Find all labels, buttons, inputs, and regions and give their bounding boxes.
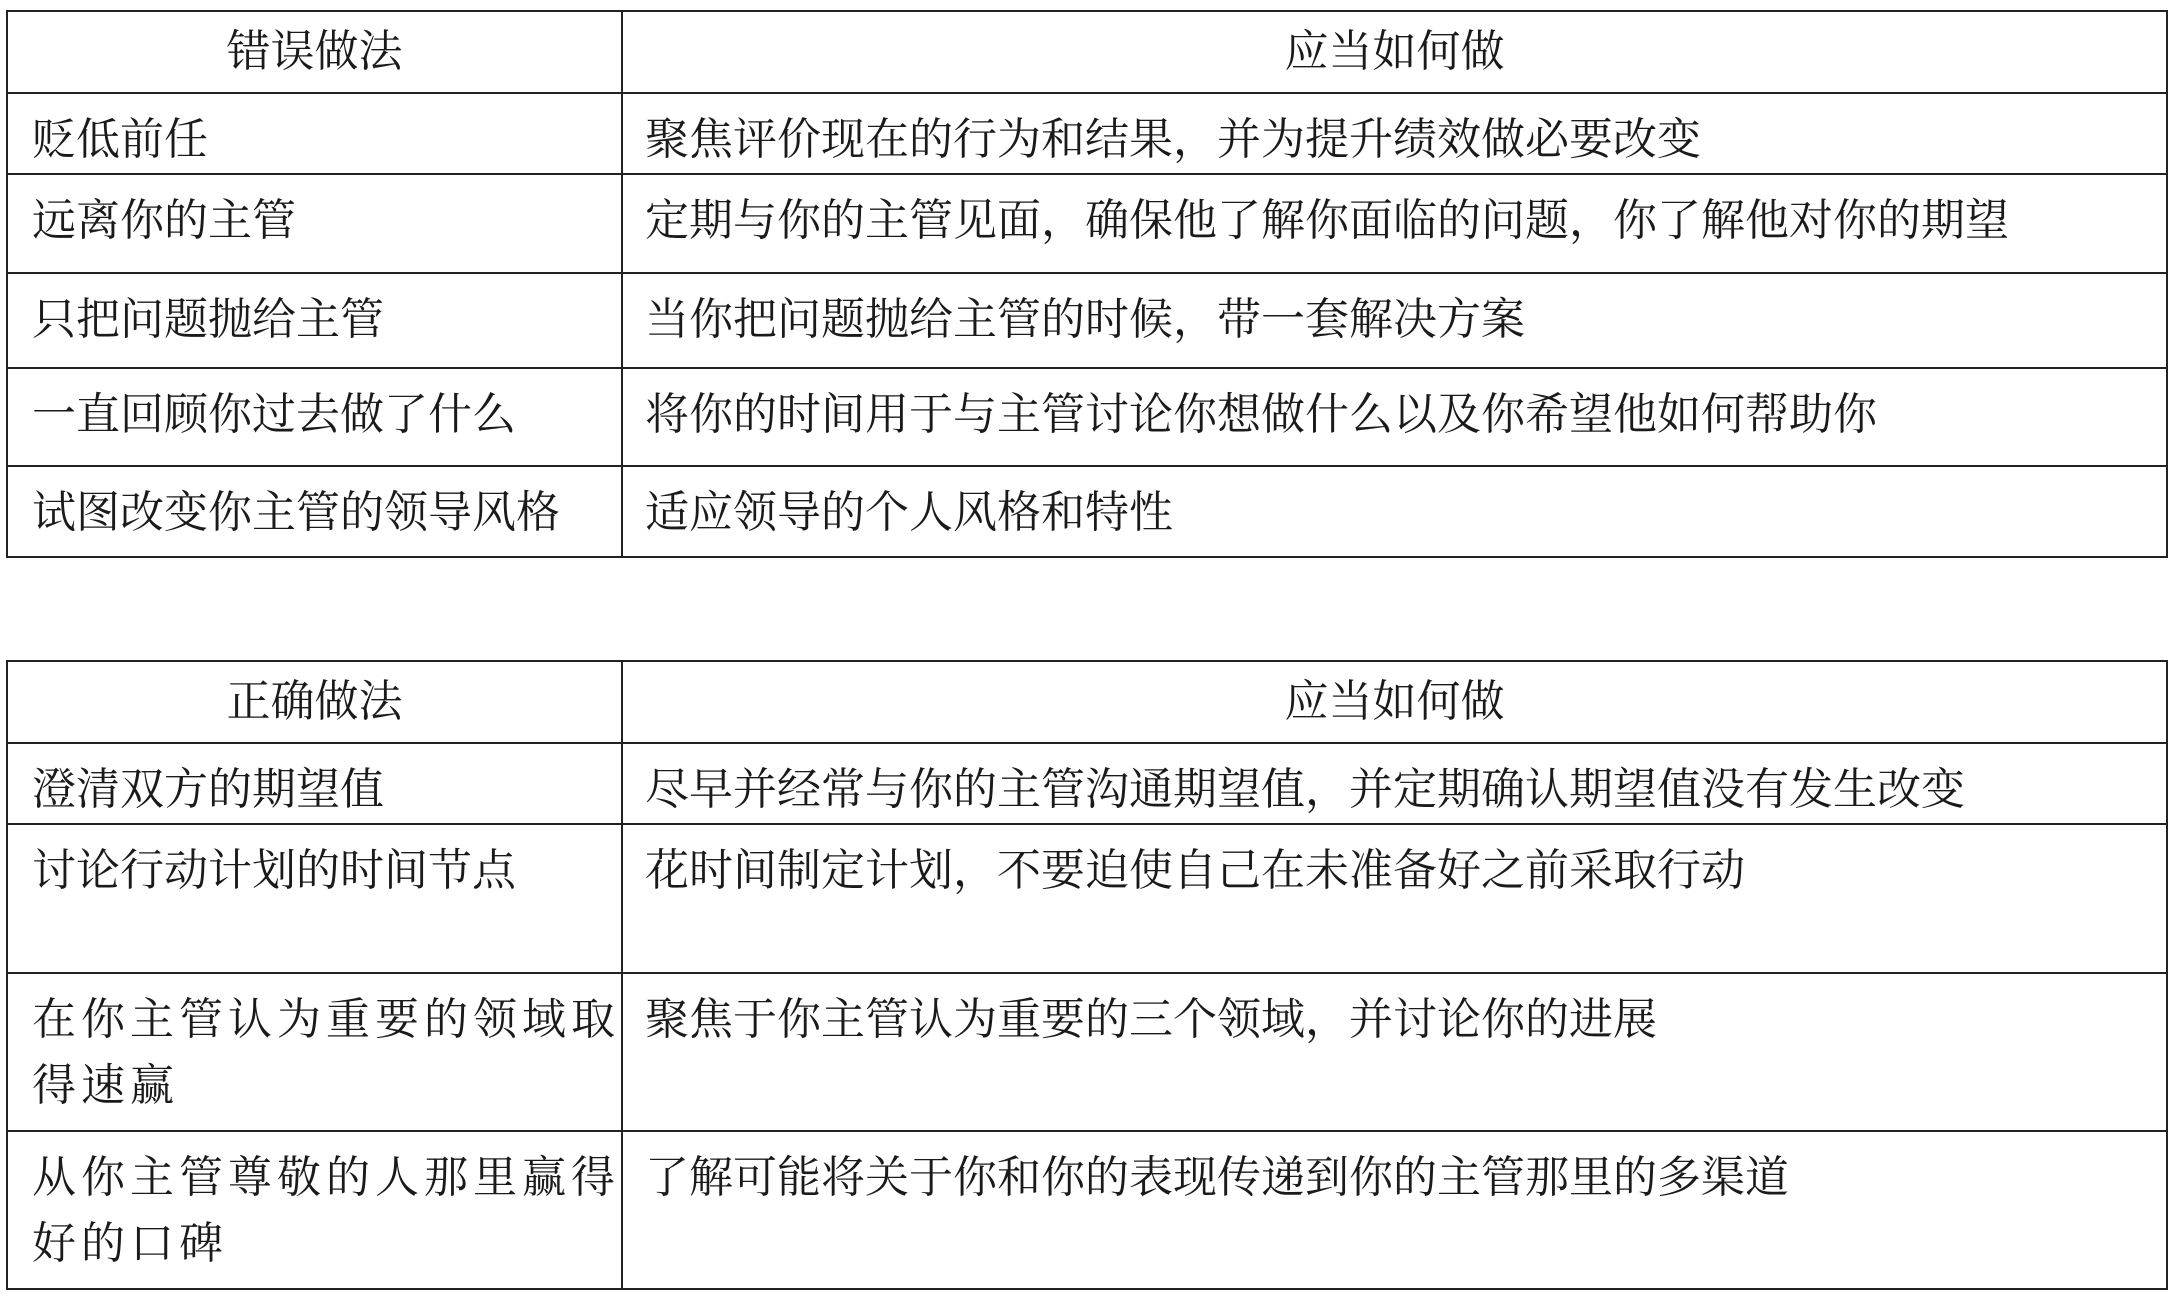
right-practices-table xyxy=(6,660,2168,1290)
what-to-do-cell: 了解可能将关于你和你的表现传递到你的主管那里的多渠道 xyxy=(645,1152,1789,1203)
wrong-practices-table xyxy=(6,10,2168,558)
table-header-row xyxy=(7,11,2167,93)
wrong-practice-cell: 远离你的主管 xyxy=(32,195,296,246)
table-row xyxy=(7,1131,2167,1289)
table-header-row xyxy=(7,661,2167,743)
what-to-do-cell: 适应领导的个人风格和特性 xyxy=(645,487,1173,538)
table-row xyxy=(7,743,2167,824)
table-row xyxy=(7,174,2167,273)
table-row xyxy=(7,973,2167,1131)
right-practice-cell: 在你主管认为重要的领域取得速赢 xyxy=(32,994,620,1111)
what-to-do-cell: 花时间制定计划，不要迫使自己在未准备好之前采取行动 xyxy=(645,845,1745,896)
table-row xyxy=(7,273,2167,368)
table-row xyxy=(7,824,2167,973)
what-to-do-cell: 尽早并经常与你的主管沟通期望值，并定期确认期望值没有发生改变 xyxy=(645,764,1965,815)
header-right-practice: 正确做法 xyxy=(7,661,622,743)
what-to-do-cell: 当你把问题抛给主管的时候，带一套解决方案 xyxy=(645,294,1525,345)
right-practice-cell: 讨论行动计划的时间节点 xyxy=(32,845,516,896)
wrong-practice-cell: 试图改变你主管的领导风格 xyxy=(32,487,560,538)
what-to-do-cell: 聚焦于你主管认为重要的三个领域，并讨论你的进展 xyxy=(645,994,1657,1045)
table-row xyxy=(7,368,2167,466)
right-practice-cell: 澄清双方的期望值 xyxy=(32,764,384,815)
table-row xyxy=(7,93,2167,174)
what-to-do-cell: 定期与你的主管见面，确保他了解你面临的问题，你了解他对你的期望 xyxy=(645,195,2009,246)
wrong-practice-cell: 一直回顾你过去做了什么 xyxy=(32,389,516,440)
wrong-practice-cell: 贬低前任 xyxy=(32,114,208,165)
header-what-to-do: 应当如何做 xyxy=(622,661,2167,743)
what-to-do-cell: 将你的时间用于与主管讨论你想做什么以及你希望他如何帮助你 xyxy=(645,389,1877,440)
table-row xyxy=(7,466,2167,557)
right-practice-cell: 从你主管尊敬的人那里赢得好的口碑 xyxy=(32,1152,620,1269)
header-what-to-do: 应当如何做 xyxy=(622,11,2167,93)
wrong-practice-cell: 只把问题抛给主管 xyxy=(32,294,384,345)
what-to-do-cell: 聚焦评价现在的行为和结果，并为提升绩效做必要改变 xyxy=(645,114,1701,165)
header-wrong-practice: 错误做法 xyxy=(7,11,622,93)
